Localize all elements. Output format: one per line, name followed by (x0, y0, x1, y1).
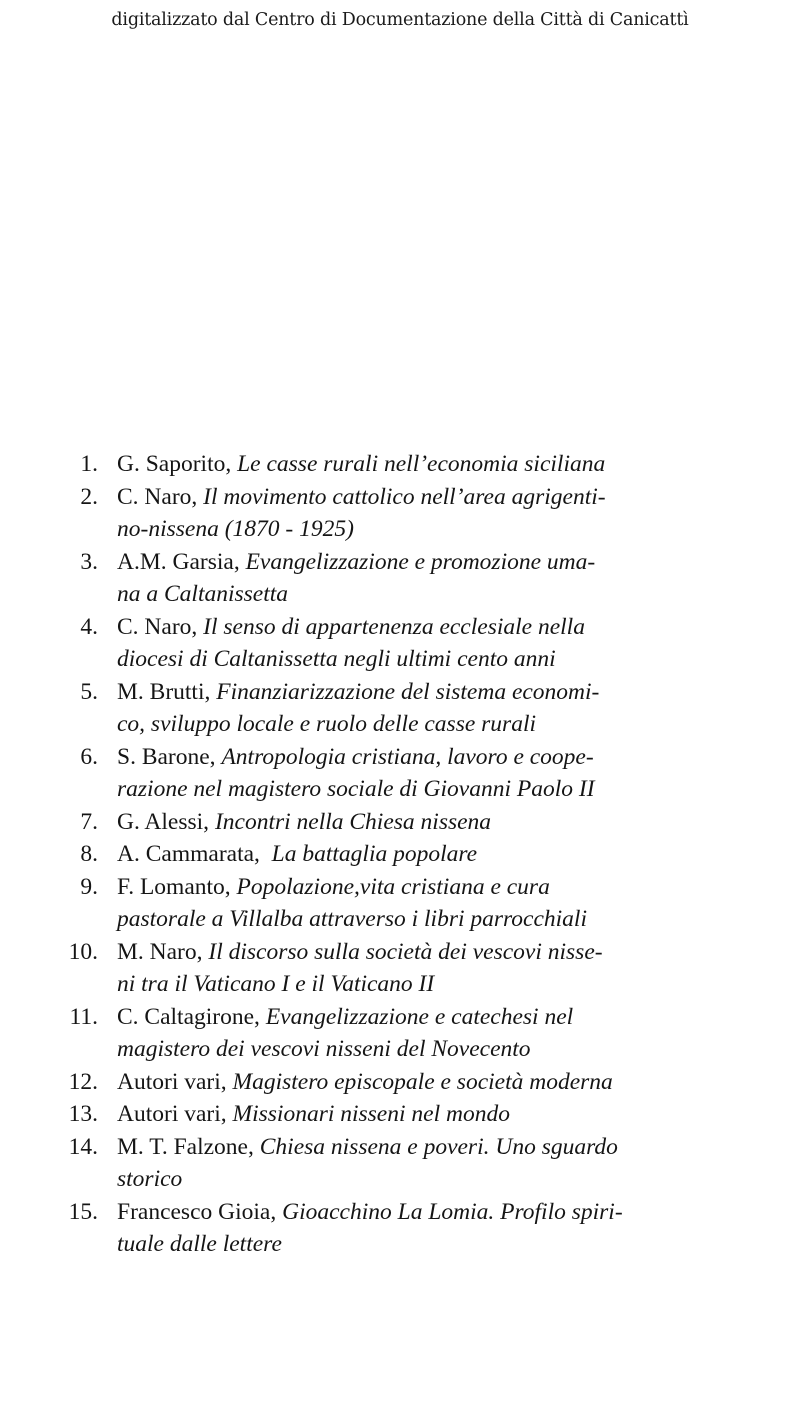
item-title: Incontri nella Chiesa nissena (214, 808, 492, 835)
series-list (0, 448, 800, 1261)
item-author: S. Barone, (117, 743, 216, 770)
item-number: 12. (68, 1068, 98, 1095)
item-title-continued: ni tra il Vaticano I e il Vaticano II (117, 971, 435, 997)
item-text (117, 936, 737, 1001)
item-author: M. Naro, (117, 938, 203, 965)
item-title: Popolazione,vita cristiana e cura (236, 873, 550, 900)
list-item (0, 481, 800, 546)
item-title-continued: pastorale a Villalba attraverso i libri parrocchiali (117, 906, 587, 932)
item-number: 4. (80, 613, 98, 640)
item-author: M. T. Falzone, (117, 1133, 254, 1160)
digitization-header: digitalizzato dal Centro di Documentazione della Città di Canicattì (111, 10, 689, 30)
list-item (0, 676, 800, 741)
item-text (117, 741, 737, 806)
item-text (117, 871, 737, 936)
item-text (117, 806, 737, 839)
item-title-continued: magistero dei vescovi nisseni del Novecento (117, 1036, 531, 1062)
item-author: C. Caltagirone, (117, 1003, 260, 1030)
item-text (117, 1001, 737, 1066)
item-number: 2. (80, 483, 98, 510)
item-author: A. Cammarata, (117, 841, 260, 867)
list-item (0, 1001, 800, 1066)
item-author: F. Lomanto, (117, 873, 231, 900)
item-number: 6. (80, 743, 98, 770)
item-number: 1. (80, 451, 98, 477)
item-title-continued: co, sviluppo locale e ruolo delle casse rurali (117, 711, 537, 737)
list-item (0, 871, 800, 936)
item-author: G. Alessi, (117, 808, 210, 835)
list-item (0, 1131, 800, 1196)
item-number: 8. (80, 841, 98, 867)
item-title: Magistero episcopale e società moderna (232, 1068, 613, 1095)
item-title: Evangelizzazione e promozione uma- (245, 548, 596, 575)
item-author: Autori vari, (117, 1101, 227, 1127)
item-text (117, 546, 737, 611)
item-title-continued: diocesi di Caltanissetta negli ultimi cento anni (117, 646, 556, 672)
item-author: Francesco Gioia, (117, 1198, 277, 1225)
item-author: A.M. Garsia, (117, 548, 240, 575)
item-title-continued: tuale dalle lettere (117, 1231, 282, 1257)
list-item (0, 546, 800, 611)
item-title: Chiesa nissena e poveri. Uno sguardo (259, 1133, 618, 1160)
list-item (0, 806, 800, 839)
item-title: Antropologia cristiana, lavoro e coope- (221, 743, 594, 770)
item-title: Il discorso sulla società dei vescovi nisse- (208, 938, 603, 965)
item-text (117, 676, 737, 741)
item-title-continued: storico (117, 1166, 183, 1192)
item-number: 5. (80, 678, 98, 705)
item-title: Le casse rurali nell’economia siciliana (237, 451, 606, 477)
item-title: Finanziarizzazione del sistema economi- (216, 678, 600, 705)
item-author: C. Naro, (117, 483, 198, 510)
item-title: Gioacchino La Lomia. Profilo spiri- (282, 1198, 623, 1225)
item-text (117, 448, 737, 481)
list-item (0, 1196, 800, 1261)
list-item (0, 936, 800, 1001)
item-text (117, 1196, 737, 1261)
list-item (0, 1098, 800, 1131)
item-number: 13. (68, 1101, 98, 1127)
item-title: Evangelizzazione e catechesi nel (265, 1003, 574, 1030)
item-title: Il senso di appartenenza ecclesiale nella (203, 613, 585, 640)
item-title-continued: na a Caltanissetta (117, 581, 289, 607)
item-author: Autori vari, (117, 1068, 227, 1095)
item-title: Missionari nisseni nel mondo (232, 1101, 510, 1127)
item-author: C. Naro, (117, 613, 198, 640)
item-text (117, 611, 737, 676)
list-item (0, 838, 800, 871)
item-number: 11. (69, 1003, 98, 1030)
item-author: G. Saporito, (117, 451, 232, 477)
item-text (117, 1066, 737, 1099)
item-number: 9. (80, 873, 98, 900)
list-item (0, 448, 800, 481)
item-text (117, 1098, 737, 1131)
item-title: Il movimento cattolico nell’area agrigenti- (203, 483, 606, 510)
item-title-continued: razione nel magistero sociale di Giovanni Paolo II (117, 776, 595, 802)
item-number: 10. (68, 938, 98, 965)
item-number: 15. (68, 1198, 98, 1225)
item-number: 3. (80, 548, 98, 575)
item-text (117, 481, 737, 546)
item-number: 7. (80, 808, 98, 835)
list-item (0, 741, 800, 806)
item-title-continued: no-nissena (1870 - 1925) (117, 516, 354, 542)
item-author: M. Brutti, (117, 678, 211, 705)
list-item (0, 1066, 800, 1099)
item-text (117, 1131, 737, 1196)
item-number: 14. (68, 1133, 98, 1160)
item-text (117, 838, 737, 871)
list-item (0, 611, 800, 676)
item-title: La battaglia popolare (271, 841, 478, 867)
